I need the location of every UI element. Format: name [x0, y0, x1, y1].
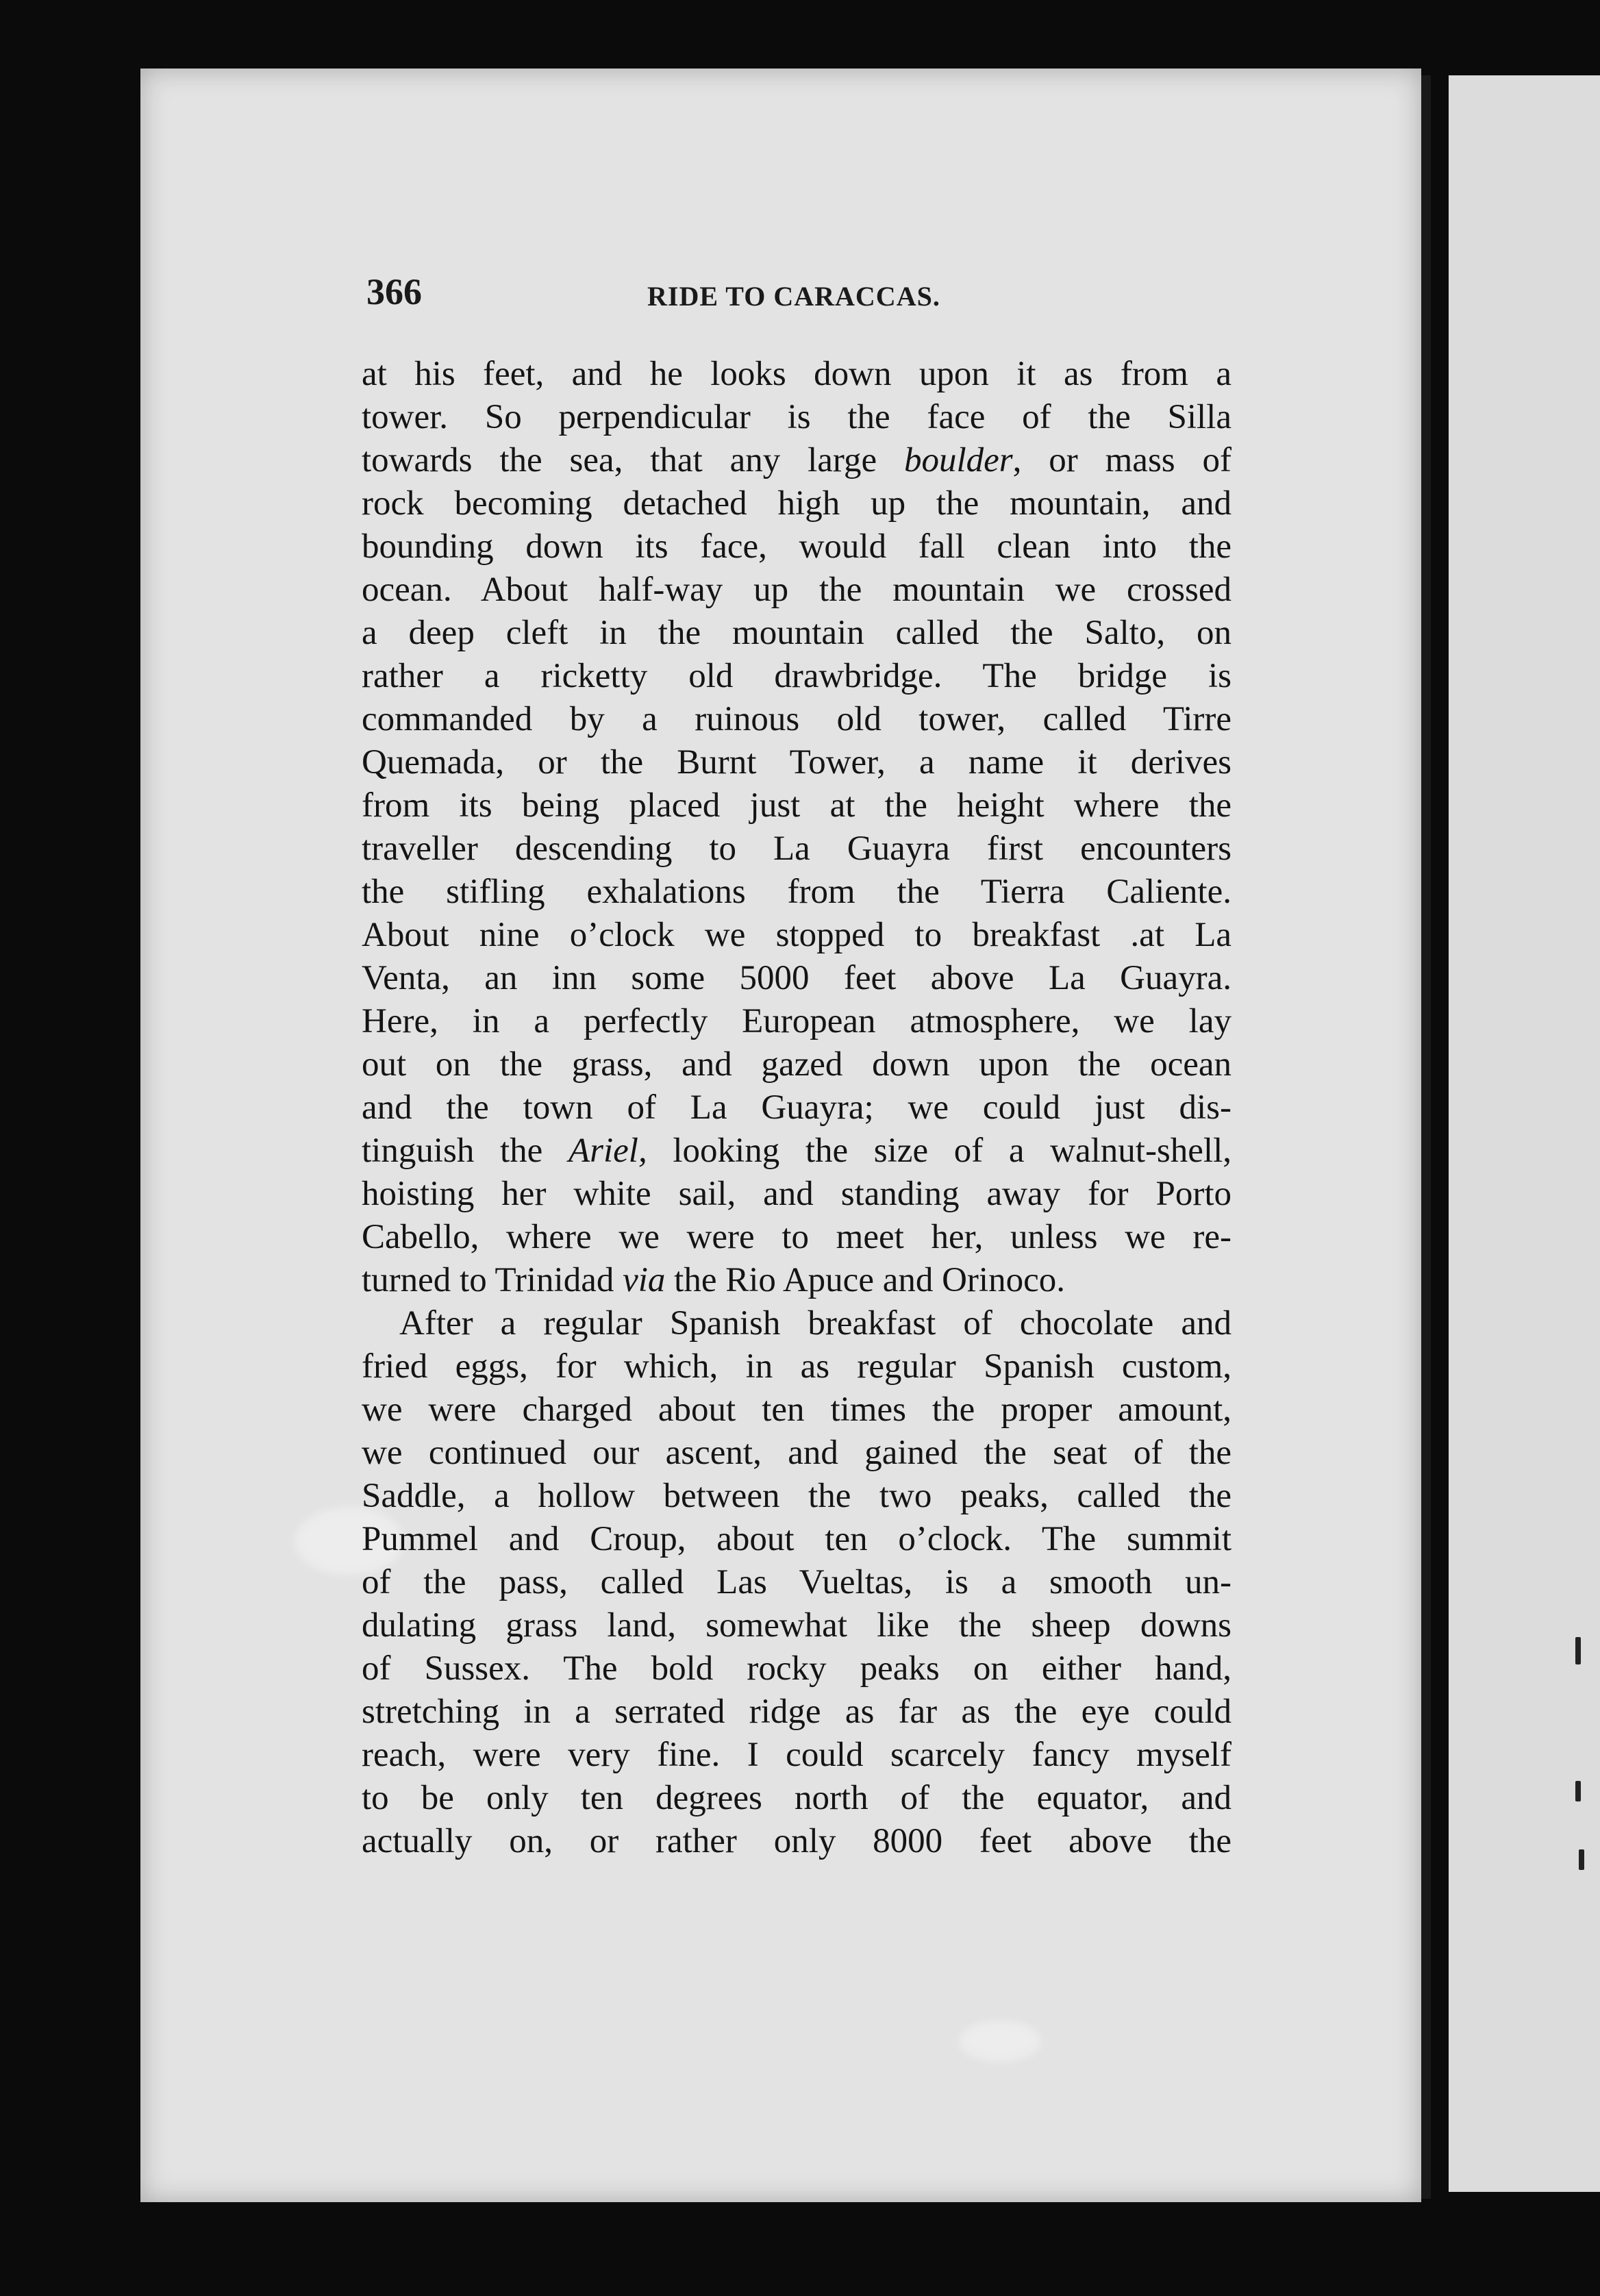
text-line: tinguish the Ariel, looking the size of a walnut-shell,: [362, 1132, 1232, 1170]
scan-mark: [1575, 1781, 1581, 1801]
text-line: traveller descending to La Guayra first encounters: [362, 829, 1232, 868]
italic-word: Ariel,: [568, 1132, 647, 1170]
text-line: from its being placed just at the height where the: [362, 786, 1232, 825]
text-line: a deep cleft in the mountain called the Salto, on: [362, 614, 1232, 652]
scan-mark: [1575, 1637, 1581, 1664]
text-line: Here, in a perfectly European atmosphere, we lay: [362, 1002, 1232, 1040]
text-line: out on the grass, and gazed down upon the ocean: [362, 1045, 1232, 1084]
text-line: Venta, an inn some 5000 feet above La Guayra.: [362, 959, 1232, 997]
text-line: After a regular Spanish breakfast of chocolate and: [399, 1304, 1232, 1343]
text-line: Saddle, a hollow between the two peaks, called the: [362, 1477, 1232, 1515]
text-line: Pummel and Croup, about ten o’clock. The summit: [362, 1520, 1232, 1558]
text-line: towards the sea, that any large boulder, or mass of: [362, 441, 1232, 479]
text-line: Cabello, where we were to meet her, unless we re-: [362, 1218, 1232, 1256]
text-line: tower. So perpendicular is the face of the Silla: [362, 398, 1232, 436]
text-line: we were charged about ten times the proper amount,: [362, 1390, 1232, 1429]
text-line: turned to Trinidad via the Rio Apuce and Orinoco.: [362, 1261, 1065, 1299]
text-line: rather a ricketty old drawbridge. The bridge is: [362, 657, 1232, 695]
text-line: of the pass, called Las Vueltas, is a smooth un-: [362, 1563, 1232, 1601]
text-line: of Sussex. The bold rocky peaks on either hand,: [362, 1649, 1232, 1688]
body-text: [362, 353, 1232, 1863]
text-line: About nine o’clock we stopped to breakfast .at La: [362, 916, 1232, 954]
text-line: ocean. About half-way up the mountain we crossed: [362, 571, 1232, 609]
paper-smudge: [959, 2021, 1041, 2062]
text-line: reach, were very fine. I could scarcely fancy myself: [362, 1736, 1232, 1774]
text-line: Quemada, or the Burnt Tower, a name it derives: [362, 743, 1232, 782]
page-gutter: [1421, 75, 1431, 2199]
text-line: bounding down its face, would fall clean into the: [362, 527, 1232, 566]
adjacent-page-edge: [1449, 75, 1600, 2192]
scan-mark: [1579, 1849, 1584, 1870]
running-title: RIDE TO CARACCAS.: [647, 281, 940, 312]
text-line: stretching in a serrated ridge as far as the eye could: [362, 1693, 1232, 1731]
text-line: and the town of La Guayra; we could just dis-: [362, 1088, 1232, 1127]
text-line: hoisting her white sail, and standing away for Porto: [362, 1175, 1232, 1213]
text-line: to be only ten degrees north of the equator, and: [362, 1779, 1232, 1817]
text-line: rock becoming detached high up the mountain, and: [362, 484, 1232, 523]
page-number: 366: [366, 271, 422, 312]
text-line: we continued our ascent, and gained the seat of the: [362, 1434, 1232, 1472]
text-line: actually on, or rather only 8000 feet above the: [362, 1822, 1232, 1860]
text-line: fried eggs, for which, in as regular Spanish custom,: [362, 1347, 1232, 1386]
italic-word: boulder: [904, 441, 1013, 479]
text-line: the stifling exhalations from the Tierra Caliente.: [362, 873, 1232, 911]
text-line: dulating grass land, somewhat like the sheep downs: [362, 1606, 1232, 1645]
text-line: at his feet, and he looks down upon it as from a: [362, 355, 1232, 393]
text-line: commanded by a ruinous old tower, called Tirre: [362, 700, 1232, 738]
running-head: [366, 271, 1229, 319]
italic-word: via: [623, 1261, 666, 1299]
